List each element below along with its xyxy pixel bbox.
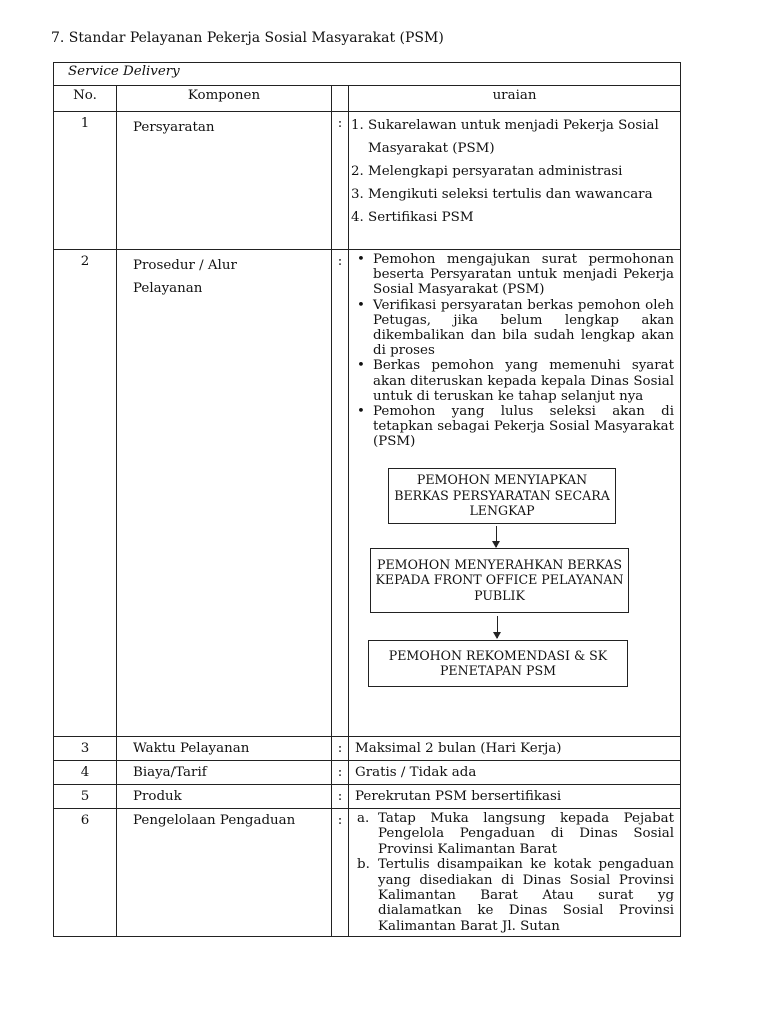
row-colon: : bbox=[332, 761, 349, 785]
row-description: Gratis / Tidak ada bbox=[349, 761, 681, 785]
caption-row bbox=[54, 63, 681, 86]
list-item: 2. Melengkapi persyaratan administrasi bbox=[351, 164, 623, 179]
bullet-icon: • bbox=[357, 358, 365, 374]
row-component bbox=[117, 250, 332, 737]
row-colon: : bbox=[332, 785, 349, 809]
list-item-label: b. bbox=[357, 857, 370, 873]
requirements-list bbox=[351, 114, 674, 229]
arrow-down-icon bbox=[497, 616, 498, 638]
flow-step-box: PEMOHON REKOMENDASI & SK PENETAPAN PSM bbox=[368, 640, 628, 687]
row-number: 2 bbox=[54, 250, 117, 737]
list-item: 4. Sertifikasi PSM bbox=[351, 210, 474, 225]
row-description: Maksimal 2 bulan (Hari Kerja) bbox=[349, 737, 681, 761]
list-item bbox=[351, 298, 674, 359]
list-item-text: Pemohon mengajukan surat permohonan beserta Persyaratan untuk menjadi Pekerja Sosial Masyarakat (PSM) bbox=[373, 252, 675, 298]
table-row bbox=[54, 761, 681, 785]
list-item bbox=[351, 252, 674, 298]
list-item bbox=[351, 404, 674, 450]
row-number: 4 bbox=[54, 761, 117, 785]
row-component: Produk bbox=[117, 785, 332, 809]
bullet-icon: • bbox=[357, 252, 365, 267]
header-row bbox=[54, 86, 681, 112]
row-number: 3 bbox=[54, 737, 117, 761]
service-standard-table bbox=[53, 62, 681, 937]
row-colon: : bbox=[332, 737, 349, 761]
list-item-text: Verifikasi persyaratan berkas pemohon oleh Petugas, jika belum lengkap akan dikembalikan dan bila sudah lengkap akan di proses bbox=[373, 297, 675, 359]
row-colon: : bbox=[332, 112, 349, 250]
row-number: 6 bbox=[54, 809, 117, 937]
header-no: No. bbox=[54, 86, 117, 112]
header-komponen: Komponen bbox=[117, 86, 332, 112]
list-item-label: a. bbox=[357, 811, 370, 826]
page-title: 7. Standar Pelayanan Pekerja Sosial Masyarakat (PSM) bbox=[51, 30, 444, 46]
list-item: 3. Mengikuti seleksi tertulis dan wawancara bbox=[351, 187, 653, 202]
bullet-icon: • bbox=[357, 404, 365, 420]
row-number: 5 bbox=[54, 785, 117, 809]
header-uraian: uraian bbox=[349, 86, 681, 112]
row-colon: : bbox=[332, 250, 349, 737]
complaint-list bbox=[351, 811, 674, 934]
header-spacer bbox=[332, 86, 349, 112]
row-component: Persyaratan bbox=[117, 112, 332, 250]
row-description: Perekrutan PSM bersertifikasi bbox=[349, 785, 681, 809]
list-item-text: Tertulis disampaikan ke kotak pengaduan yang disediakan di Dinas Sosial Provinsi Kalimantan Barat Atau surat yg dialamatkan ke Dinas Sosial Provinsi Kalimantan Barat Jl. Sutan bbox=[378, 857, 675, 934]
row-component: Waktu Pelayanan bbox=[117, 737, 332, 761]
list-item: 1. Sukarelawan untuk menjadi Pekerja Sosial Masyarakat (PSM) bbox=[351, 118, 659, 156]
list-item bbox=[351, 811, 674, 857]
procedure-list bbox=[351, 252, 674, 450]
row-colon: : bbox=[332, 809, 349, 937]
table-row bbox=[54, 737, 681, 761]
table-row bbox=[54, 250, 681, 737]
row-component: Pengelolaan Pengaduan bbox=[117, 809, 332, 937]
list-item-text: Berkas pemohon yang memenuhi syarat akan diteruskan kepada kepala Dinas Sosial untuk di teruskan ke tahap selanjut nya bbox=[373, 358, 675, 404]
list-item bbox=[351, 857, 674, 934]
row-number: 1 bbox=[54, 112, 117, 250]
list-item bbox=[351, 358, 674, 404]
row-description bbox=[349, 809, 681, 937]
bullet-icon: • bbox=[357, 297, 365, 313]
flowchart bbox=[351, 450, 674, 698]
row-description bbox=[349, 250, 681, 737]
row-component: Biaya/Tarif bbox=[117, 761, 332, 785]
component-line: Prosedur / Alur bbox=[133, 258, 237, 273]
table-row bbox=[54, 112, 681, 250]
list-item-text: Pemohon yang lulus seleksi akan di tetapkan sebagai Pekerja Sosial Masyarakat (PSM) bbox=[373, 404, 675, 450]
table-row bbox=[54, 809, 681, 937]
arrow-down-icon bbox=[496, 526, 497, 547]
row-description bbox=[349, 112, 681, 250]
table-row bbox=[54, 785, 681, 809]
flow-step-box: PEMOHON MENYIAPKAN BERKAS PERSYARATAN SECARA LENGKAP bbox=[388, 468, 616, 524]
list-item-text: Tatap Muka langsung kepada Pejabat Pengelola Pengaduan di Dinas Sosial Provinsi Kalimantan Barat bbox=[378, 811, 675, 857]
table-caption: Service Delivery bbox=[54, 63, 681, 86]
component-line: Pelayanan bbox=[133, 281, 203, 296]
flow-step-box: PEMOHON MENYERAHKAN BERKAS KEPADA FRONT OFFICE PELAYANAN PUBLIK bbox=[370, 548, 629, 613]
